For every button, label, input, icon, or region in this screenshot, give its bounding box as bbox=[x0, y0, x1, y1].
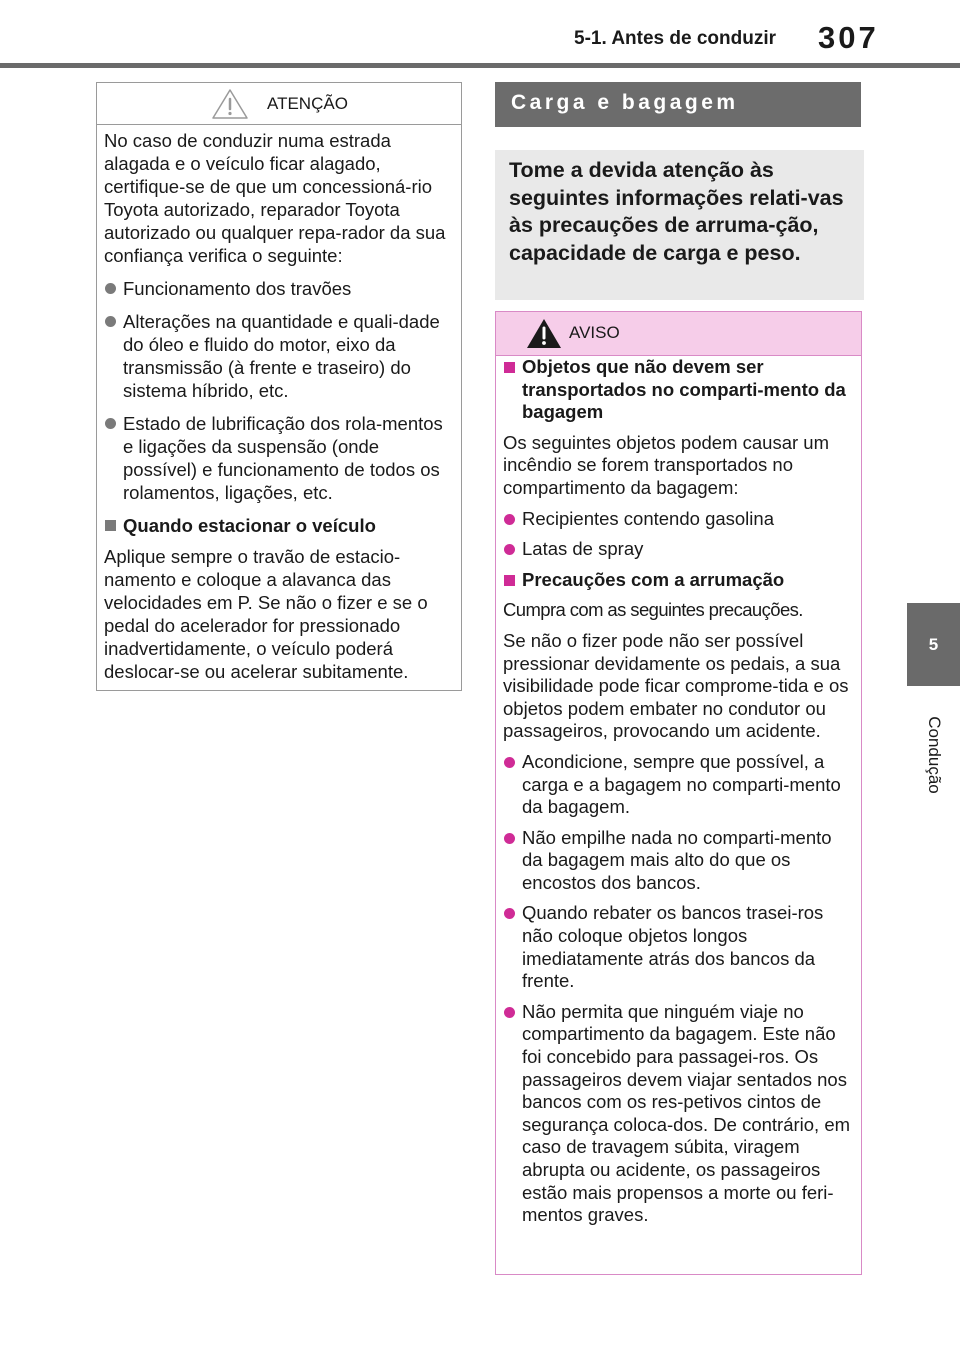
caution-header bbox=[97, 83, 461, 125]
caution-bullet-text: Estado de lubrificação dos rola-mentos e ligações da suspensão (onde possível) e funcionamento de todos os rolamentos, ligações, etc. bbox=[123, 413, 443, 503]
caution-title: ATENÇÃO bbox=[267, 94, 348, 113]
warning-triangle-filled-icon bbox=[526, 318, 562, 349]
caution-box bbox=[96, 82, 462, 691]
warning-bullet-text: Quando rebater os bancos trasei-ros não coloque objetos longos imediatamente atrás dos bancos da frente. bbox=[522, 902, 824, 992]
bullet-dot-icon bbox=[105, 418, 116, 429]
caution-bullet-text: Funcionamento dos travões bbox=[123, 278, 352, 299]
section-intro: Tome a devida atenção às seguintes informações relati-vas às precauções de arruma-ção, capacidade de carga e peso. bbox=[495, 150, 864, 300]
warning-paragraph: Os seguintes objetos podem causar um incêndio se forem transportados no compartimento da bagagem: bbox=[503, 431, 829, 498]
caution-closing: Aplique sempre o travão de estacio-namento e coloque a alavanca das velocidades em P. Se não o fizer e se o pedal do acelerador for pressionado inadvertidamente, o veículo poderá deslocar-se ou acelerar subitamente. bbox=[104, 546, 428, 682]
warning-subheading-text: Precauções com a arrumação bbox=[522, 568, 785, 590]
warning-subheading bbox=[503, 569, 853, 592]
bullet-dot-icon bbox=[504, 833, 515, 844]
square-bullet-icon bbox=[504, 362, 515, 373]
warning-bullet-text: Recipientes contendo gasolina bbox=[522, 507, 774, 529]
bullet-dot-icon bbox=[504, 1007, 515, 1018]
warning-bullet bbox=[503, 1001, 853, 1227]
bullet-dot-icon bbox=[504, 544, 515, 555]
caution-bullet-text: Alterações na quantidade e quali-dade do óleo e fluido do motor, eixo da transmissão (à frente e traseiro) do sistema híbrido, etc. bbox=[123, 311, 440, 401]
chapter-tab-label bbox=[909, 700, 959, 810]
warning-paragraph: Se não o fizer pode não ser possível pressionar devidamente os pedais, a sua visibilidade pode ficar comprome-tida e os objetos podem embater no condutor ou passageiros, provocando um acidente. bbox=[503, 629, 849, 742]
warning-bullet-text: Latas de spray bbox=[522, 538, 644, 560]
warning-subheading bbox=[503, 356, 853, 424]
warning-subheading-text: Objetos que não devem ser transportados no comparti-mento da bagagem bbox=[522, 356, 846, 423]
caution-bullet bbox=[104, 310, 453, 402]
warning-bullet bbox=[503, 751, 853, 819]
bullet-dot-icon bbox=[504, 908, 515, 919]
warning-triangle-outline-icon bbox=[211, 88, 249, 120]
warning-bullet bbox=[503, 827, 853, 895]
running-header-section: 5-1. Antes de conduzir bbox=[574, 28, 776, 49]
warning-bullet-text: Acondicione, sempre que possível, a carga e a bagagem no comparti-mento da bagagem. bbox=[522, 750, 841, 818]
bullet-dot-icon bbox=[504, 757, 515, 768]
caution-subheading bbox=[104, 514, 453, 537]
square-bullet-icon bbox=[504, 575, 515, 586]
warning-bullet-text: Não permita que ninguém viaje no compartimento da bagagem. Este não foi concebido para passagei-ros. Os passageiros devem viajar sentados nos bancos com os res-petivos cintos de segurança coloca-dos. De contrário, em caso de travagem súbita, viragem abrupta ou acidente, os passageiros estão mais propensos a morte ou feri-mentos graves. bbox=[522, 1000, 851, 1226]
section-title: Carga e bagagem bbox=[495, 82, 861, 127]
warning-body bbox=[496, 356, 861, 1227]
warning-bullet bbox=[503, 508, 853, 531]
warning-bullet bbox=[503, 538, 853, 561]
header-rule bbox=[0, 63, 960, 68]
bullet-dot-icon bbox=[504, 514, 515, 525]
caution-body bbox=[97, 125, 461, 683]
warning-paragraph: Cumpra com as seguintes precauções. bbox=[503, 599, 803, 621]
bullet-dot-icon bbox=[105, 283, 116, 294]
warning-box bbox=[495, 311, 862, 1275]
bullet-dot-icon bbox=[105, 316, 116, 327]
warning-title: AVISO bbox=[569, 323, 620, 342]
caution-intro: No caso de conduzir numa estrada alagada e o veículo ficar alagado, certifique-se de que um concessioná-rio Toyota autorizado, reparador Toyota autorizado ou qualquer repa-rador da sua confiança verifica o seguinte: bbox=[104, 130, 446, 266]
warning-bullet-text: Não empilhe nada no comparti-mento da bagagem mais alto do que os encostos dos bancos. bbox=[522, 826, 832, 893]
chapter-tab-title: Condução bbox=[925, 716, 945, 794]
caution-bullet bbox=[104, 277, 453, 300]
warning-header bbox=[496, 312, 861, 356]
caution-bullet bbox=[104, 412, 453, 504]
square-bullet-icon bbox=[105, 520, 116, 531]
page-number: 307 bbox=[818, 20, 879, 55]
caution-subheading-text: Quando estacionar o veículo bbox=[123, 515, 376, 536]
chapter-tab-number: 5 bbox=[907, 603, 960, 686]
warning-bullet bbox=[503, 902, 853, 992]
